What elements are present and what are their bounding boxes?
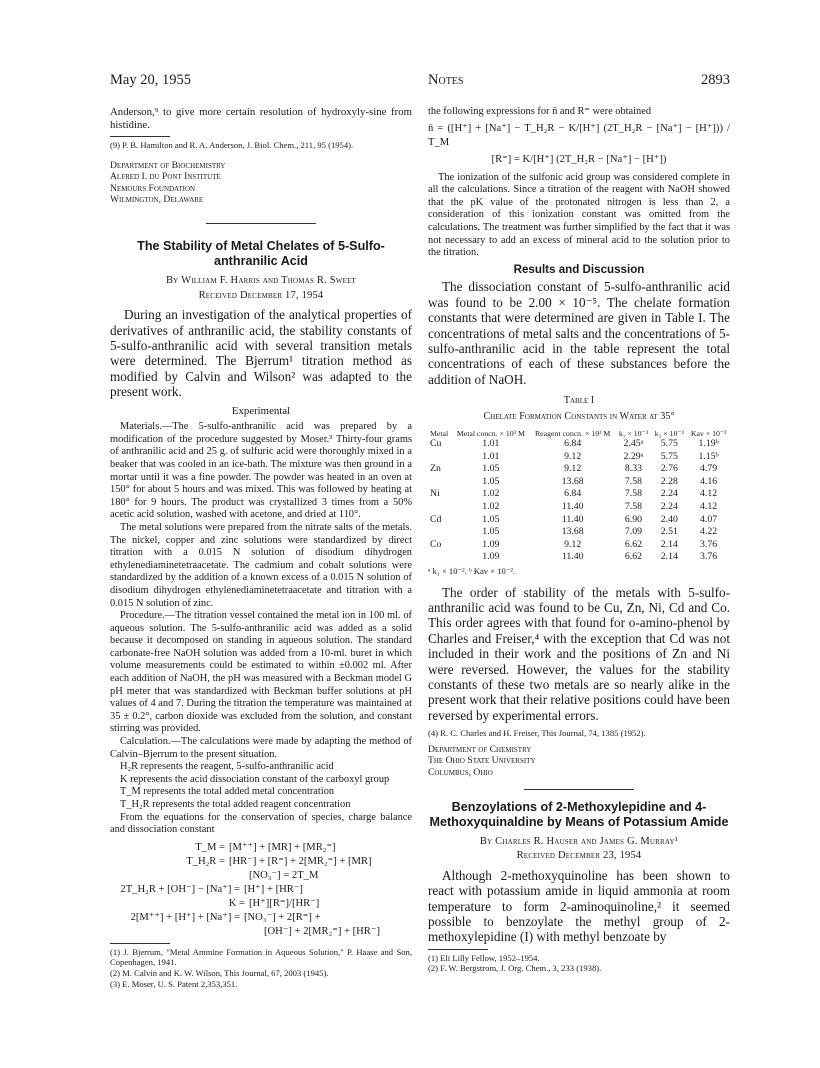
equation-line bbox=[110, 883, 412, 897]
table-caption: Chelate Formation Constants in Water at 35° bbox=[483, 410, 675, 422]
table-cell: 5.75 bbox=[660, 450, 678, 462]
byline: By William F. Harris and Thomas R. Sweet bbox=[165, 274, 357, 286]
table-cell: Co bbox=[430, 538, 442, 550]
table-cell: 4.16 bbox=[700, 475, 718, 487]
left-column bbox=[110, 106, 412, 989]
equation-lhs: K = bbox=[228, 897, 245, 909]
table-cell: Cd bbox=[430, 513, 442, 525]
definition-line: T_H₂R represents the total added reagent concentration bbox=[120, 799, 351, 810]
table-cell: 2.51 bbox=[660, 526, 678, 538]
table-cell: 1.01 bbox=[482, 437, 500, 449]
footnote-rule bbox=[110, 943, 170, 944]
table-cell: 2.24 bbox=[660, 488, 678, 500]
footnote: (2) M. Calvin and K. W. Wilson, This Journal, 67, 2003 (1945). bbox=[110, 967, 329, 978]
table-row bbox=[428, 438, 730, 451]
footnote-4: (4) R. C. Charles and H. Freiser, This Journal, 74, 1385 (1952). bbox=[428, 728, 646, 739]
affiliation-line: Department of Biochemistry bbox=[110, 159, 226, 171]
affiliation-block bbox=[428, 744, 730, 779]
header-page-number: 2893 bbox=[701, 72, 730, 88]
equation-line bbox=[110, 897, 412, 911]
intro-paragraph: During an investigation of the analytical properties of derivatives of anthranilic acid, the stability constants of 5-sulfo-anthranilic acid with several transition metals were determined. The Bjerrum¹ titration method as modified by Calvin and Wilson² was adapted to the present work. bbox=[110, 307, 412, 400]
table-cell: 4.12 bbox=[700, 488, 718, 500]
table-cell: 4.79 bbox=[700, 463, 718, 475]
equation-line bbox=[110, 911, 412, 925]
table-cell: 1.02 bbox=[482, 488, 500, 500]
table-cell: 4.12 bbox=[700, 500, 718, 512]
affiliation-line: Nemours Foundation bbox=[110, 182, 196, 194]
byline: By Charles R. Hauser and James G. Murray¹ bbox=[479, 835, 679, 847]
article-separator bbox=[524, 789, 634, 790]
table-label: Table I bbox=[563, 395, 595, 407]
equation-rhs: [H⁺] + [HR⁻] bbox=[244, 883, 303, 895]
table-cell: 11.40 bbox=[561, 551, 584, 563]
equation-rhs: [H⁺][R⁼]/[HR⁻] bbox=[249, 897, 320, 909]
equation-lhs: 2T_H₂R + [OH⁻] − [Na⁺] = bbox=[120, 883, 240, 895]
table-cell: 1.19ᵇ bbox=[698, 437, 719, 449]
table-cell: 1.05 bbox=[482, 526, 500, 538]
table-cell: 6.84 bbox=[564, 488, 582, 500]
footnote: (1) J. Bjerrum, "Metal Ammine Formation in Aqueous Solution," P. Haase and Son, Copenhagen, 1941. bbox=[110, 946, 412, 968]
metal-solutions-paragraph: The metal solutions were prepared from the nitrate salts of the metals. The nickel, copper and zinc solutions were standardized by direct titration with a 0.015 N solution of disodium dihydrogen ethylenediaminetetraacetate. The cadmium and cobalt solutions were standardized by the addition of a known excess of a 0.015 N solution of disodium dihydrogen ethylenediaminetetraacetate and titration with a 0.015 N solution of zinc. bbox=[110, 521, 412, 609]
definition-line: K represents the acid dissociation constant of the carboxyl group bbox=[120, 773, 390, 785]
definition-line: H₂R represents the reagent, 5-sulfo-anthranilic acid bbox=[120, 761, 334, 773]
table-cell: 9.12 bbox=[564, 463, 582, 475]
table-cell: 7.58 bbox=[624, 488, 643, 500]
affiliation-line: The Ohio State University bbox=[428, 755, 536, 767]
footnote-rule bbox=[428, 949, 488, 950]
received-date: Received December 17, 1954 bbox=[198, 289, 324, 301]
right-column bbox=[428, 106, 730, 974]
table-header-row bbox=[428, 425, 730, 438]
table-cell: 6.90 bbox=[624, 513, 643, 525]
table-cell: Cu bbox=[430, 437, 442, 449]
footnote: (3) E. Moser, U. S. Patent 2,353,351. bbox=[110, 978, 238, 989]
equation-rhs: [HR⁻] + [R⁼] + 2[MR₂⁼] + [MR] bbox=[229, 855, 372, 867]
equation-lhs: T_M = bbox=[195, 841, 225, 853]
equation-lhs bbox=[110, 925, 264, 939]
table-cell: 6.62 bbox=[624, 538, 643, 550]
definition-line: T_M represents the total added metal concentration bbox=[120, 786, 335, 798]
section-heading-results: Results and Discussion bbox=[513, 262, 645, 276]
header-date: May 20, 1955 bbox=[110, 72, 191, 88]
equation-rhs: [NO₃⁻] + 2[R⁼] + bbox=[244, 911, 321, 923]
affiliation-line: Alfred I. du Pont Institute bbox=[110, 171, 221, 183]
table-cell bbox=[428, 451, 452, 464]
table-header-cell: Kav × 10⁻³ bbox=[690, 428, 727, 438]
article-separator bbox=[206, 223, 316, 224]
table-cell: 4.07 bbox=[700, 513, 718, 525]
received-date: Received December 23, 1954 bbox=[516, 850, 642, 862]
table-cell: Zn bbox=[430, 463, 441, 475]
table-row bbox=[428, 526, 730, 539]
stability-table bbox=[428, 425, 730, 564]
equation-lhs: 2[M⁺⁺] + [H⁺] + [Na⁺] = bbox=[130, 911, 240, 923]
results-paragraph: The dissociation constant of 5-sulfo-anthranilic acid was found to be 2.00 × 10⁻⁵. The chelate formation constants that were determined are given in Table I. The concentrations of metal salts and the concentrations of 5-sulfo-anthranilic acid in the table represent the total concentrations of each of these substances before the addition of NaOH. bbox=[428, 279, 730, 387]
table-cell: 9.12 bbox=[564, 450, 582, 462]
table-cell: 1.05 bbox=[482, 513, 500, 525]
r-equation: [R⁼] = K/[H⁺] (2T_H₂R − [Na⁺] − [H⁺]) bbox=[491, 153, 667, 165]
table-row bbox=[428, 488, 730, 501]
table-cell: 2.14 bbox=[660, 538, 678, 550]
table-cell: 1.09 bbox=[482, 538, 500, 550]
table-cell: 5.75 bbox=[660, 437, 678, 449]
table-header-cell: Metal concn. × 10³ M bbox=[456, 428, 525, 438]
equation-rhs: [M⁺⁺] + [MR] + [MR₂⁼] bbox=[229, 841, 336, 853]
table-cell: 6.62 bbox=[624, 551, 643, 563]
table-cell: 2.29ᵃ bbox=[623, 450, 644, 462]
table-cell bbox=[428, 501, 452, 514]
table-cell: 1.09 bbox=[482, 551, 500, 563]
table-cell: 1.05 bbox=[482, 463, 500, 475]
procedure-paragraph: Procedure.—The titration vessel contained the metal ion in 100 ml. of aqueous solution. The 5-sulfo-anthranilic acid was added as a solid because it decomposed on standing in aqueous solution. The standard carbonate-free NaOH solution was added from a 10-ml. buret in which volume measurements could be estimated to within ±0.002 ml. After each addition of NaOH, the pH was measured with a Beckman model G pH meter that was standardized with Beckman buffer solutions at pH values of 4 and 7. During the titration the temperature was maintained at 35 ± 0.2°, carbon dioxide was excluded from the solution, and constant stirring was provided. bbox=[110, 610, 412, 735]
table-notes: ᵃ k₁ × 10⁻². ᵇ Kav × 10⁻². bbox=[428, 565, 516, 576]
equation-rhs: [NO₃⁻] = 2T_M bbox=[249, 869, 319, 881]
materials-paragraph: Materials.—The 5-sulfo-anthranilic acid was prepared by a modification of the procedure suggested by Moser.³ Thirty-four grams of anthranilic acid and 25 g. of sulfuric acid were thoroughly mixed in a beaker that was cooled in an ice-bath. The mixture was then ground in a mortar until it was a fine powder. The powder was heated in an oven at 150° for about 5 hours and was mixed. This was followed by heating at 180° for 9 hours. The product was crystallized 3 times from a 50% acetic acid solution, washed with acetone, and dried at 110°. bbox=[110, 421, 412, 521]
table-cell: 7.58 bbox=[624, 500, 643, 512]
table-cell: 1.15ᵇ bbox=[698, 450, 719, 462]
table-header-cell: k₂ × 10⁻³ bbox=[654, 428, 684, 438]
table-cell: 1.01 bbox=[482, 450, 500, 462]
affiliation-line: Columbus, Ohio bbox=[428, 766, 493, 778]
table-row bbox=[428, 539, 730, 552]
definition-line: From the equations for the conservation of species, charge balance and dissociation constant bbox=[110, 811, 412, 836]
table-cell: 3.76 bbox=[700, 538, 718, 550]
table-cell: 7.58 bbox=[624, 475, 643, 487]
equation-block bbox=[110, 841, 412, 939]
table-row bbox=[428, 514, 730, 527]
footnote: (2) F. W. Bergstrom, J. Org. Chem., 3, 233 (1938). bbox=[428, 963, 602, 974]
table-row bbox=[428, 451, 730, 464]
table-header-cell: Metal bbox=[430, 428, 449, 438]
nbar-equation: n̄ = ([H⁺] + [Na⁺] − T_H₂R − K/[H⁺] (2T_H₂R − [Na⁺] − [H⁺])) / T_M bbox=[428, 122, 730, 148]
calculation-paragraph: Calculation.—The calculations were made by adapting the method of Calvin–Bjerrum to the present situation. bbox=[110, 736, 412, 760]
intro-paragraph: Although 2-methoxyquinoline has been shown to react with potassium amide in liquid ammonia at room temperature to form 2-aminoquinoline,² it seemed possible to benzoylate the methyl group of 2-methoxylepidine (I) with methyl benzoate by bbox=[428, 867, 730, 945]
table-cell: 4.22 bbox=[700, 526, 718, 538]
article-title: The Stability of Metal Chelates of 5-Sulfo-anthranilic Acid bbox=[137, 238, 385, 268]
table-cell: 2.76 bbox=[660, 463, 678, 475]
table-row bbox=[428, 476, 730, 489]
table-cell: 13.68 bbox=[561, 475, 584, 487]
stability-order-paragraph: The order of stability of the metals with 5-sulfo-anthranilic acid was found to be Cu, Zn, Ni, Cd and Co. This order agrees with that found for o-amino-phenol by Charles and Freiser,⁴ with the exception that Cd was not included in their work and the positions of Zn and Ni were reversed. However, the values for the stability constants of these two metals are so nearly alike in the present work that their relative positions could have been reversed by experimental errors. bbox=[428, 584, 730, 723]
table-cell: 9.12 bbox=[564, 538, 582, 550]
header-section: Notes bbox=[428, 72, 464, 88]
ionization-paragraph: The ionization of the sulfonic acid group was considered complete in all the calculations. Since a titration of the reagent with NaOH showed that the pK value of the protonated nitrogen is less than 2, a consideration of this ionization constant was omitted from the calculations. The treatment was further simplified by the fact that it was not necessary to add an excess of mineral acid to the solution prior to the titration. bbox=[428, 171, 730, 259]
table-row bbox=[428, 551, 730, 564]
footnote-9: (9) P. B. Hamilton and R. A. Anderson, J. Biol. Chem., 211, 95 (1954). bbox=[110, 140, 354, 150]
table-cell: 11.40 bbox=[561, 513, 584, 525]
table-cell: 11.40 bbox=[561, 500, 584, 512]
equation-line bbox=[110, 855, 412, 869]
footnote-rule bbox=[110, 136, 170, 137]
equation-line bbox=[110, 925, 412, 939]
table-cell: 1.05 bbox=[482, 475, 500, 487]
table-cell: 2.45ᵃ bbox=[623, 437, 644, 449]
continued-paragraph: Anderson,⁹ to give more certain resolution of hydroxyly-sine from histidine. bbox=[110, 106, 412, 131]
table-header-cell: k₁ × 10⁻³ bbox=[618, 428, 649, 438]
table-cell: 7.09 bbox=[624, 526, 643, 538]
table-header-cell: Reagent concn. × 10³ M bbox=[534, 428, 611, 438]
table-row bbox=[428, 501, 730, 514]
table-cell: Ni bbox=[430, 488, 440, 500]
equation-lhs: T_H₂R = bbox=[186, 855, 225, 867]
table-cell bbox=[428, 526, 452, 539]
table-cell: 1.02 bbox=[482, 500, 500, 512]
table-cell bbox=[428, 476, 452, 489]
affiliation-block bbox=[110, 160, 412, 206]
table-cell: 8.33 bbox=[624, 463, 643, 475]
equation-line bbox=[110, 869, 412, 883]
article-title: Benzoylations of 2-Methoxylepidine and 4-Methoxyquinaldine by Means of Potassium Amide bbox=[429, 799, 729, 829]
section-heading-experimental: Experimental bbox=[231, 404, 291, 417]
table-cell: 2.14 bbox=[660, 551, 678, 563]
table-cell: 3.76 bbox=[700, 551, 718, 563]
table-cell: 2.28 bbox=[660, 475, 678, 487]
equation-lhs bbox=[110, 869, 249, 883]
expressions-intro: the following expressions for n̄ and R⁼ were obtained bbox=[428, 106, 652, 117]
table-cell: 13.68 bbox=[561, 526, 584, 538]
affiliation-line: Department of Chemistry bbox=[428, 743, 532, 755]
table-cell: 6.84 bbox=[564, 437, 582, 449]
equation-rhs: [OH⁻] + 2[MR₂⁼] + [HR⁻] bbox=[264, 925, 380, 937]
table-cell bbox=[428, 551, 452, 564]
equation-line bbox=[110, 841, 412, 855]
table-cell: 2.40 bbox=[660, 513, 678, 525]
affiliation-line: Wilmington, Delaware bbox=[110, 194, 204, 206]
table-row bbox=[428, 463, 730, 476]
footnote: (1) Eli Lilly Fellow, 1952–1954. bbox=[428, 952, 540, 963]
table-cell: 2.24 bbox=[660, 500, 678, 512]
